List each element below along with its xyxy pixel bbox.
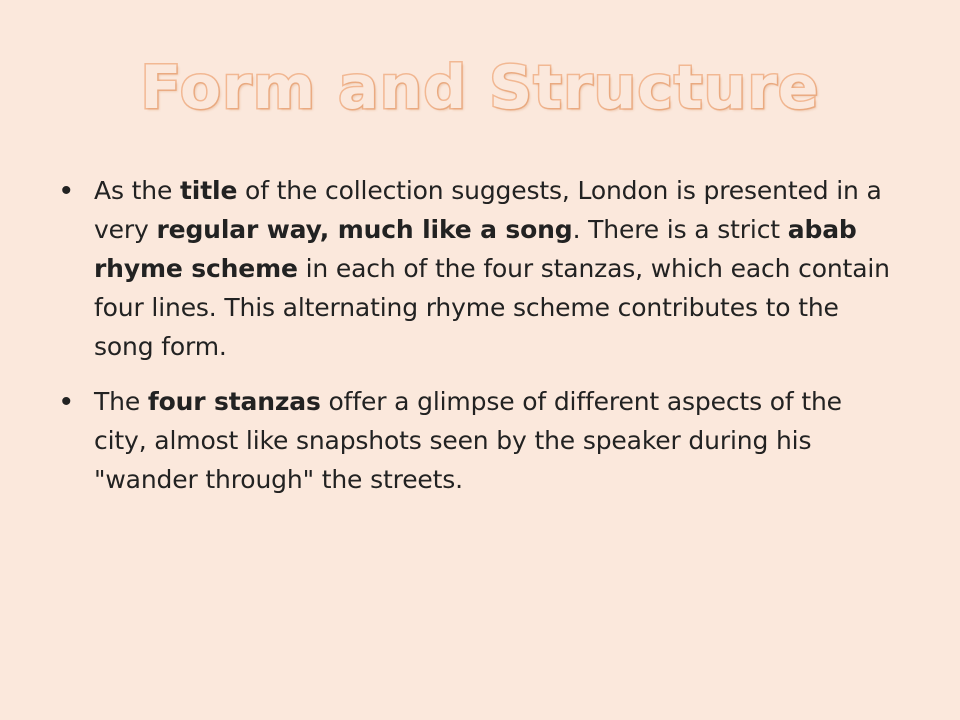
text-segment: of the collection suggests, London is presented in a very (94, 176, 882, 244)
bullet-item (61, 382, 891, 499)
text-segment: . There is a strict (572, 215, 788, 244)
bullet-dot-icon: • (61, 174, 72, 207)
bullet-text (94, 382, 891, 499)
bullet-list (61, 171, 891, 515)
bullet-text (94, 171, 891, 366)
slide-title: Form and Structure (140, 53, 820, 123)
text-segment: offer a glimpse of different aspects of the city, almost like snapshots seen by the speaker during his "wander through" the streets. (94, 387, 842, 494)
bullet-dot-icon: • (61, 385, 72, 418)
bold-text-segment: four stanzas (147, 387, 321, 416)
bold-text-segment: regular way, much like a song (156, 215, 573, 244)
bold-text-segment: abab rhyme scheme (94, 215, 857, 283)
bold-text-segment: title (180, 176, 238, 205)
bullet-item (61, 171, 891, 366)
text-segment: in each of the four stanzas, which each contain four lines. This alternating rhyme scheme contributes to the song form. (94, 254, 890, 361)
text-segment: As the (94, 176, 180, 205)
text-segment: The (94, 387, 148, 416)
